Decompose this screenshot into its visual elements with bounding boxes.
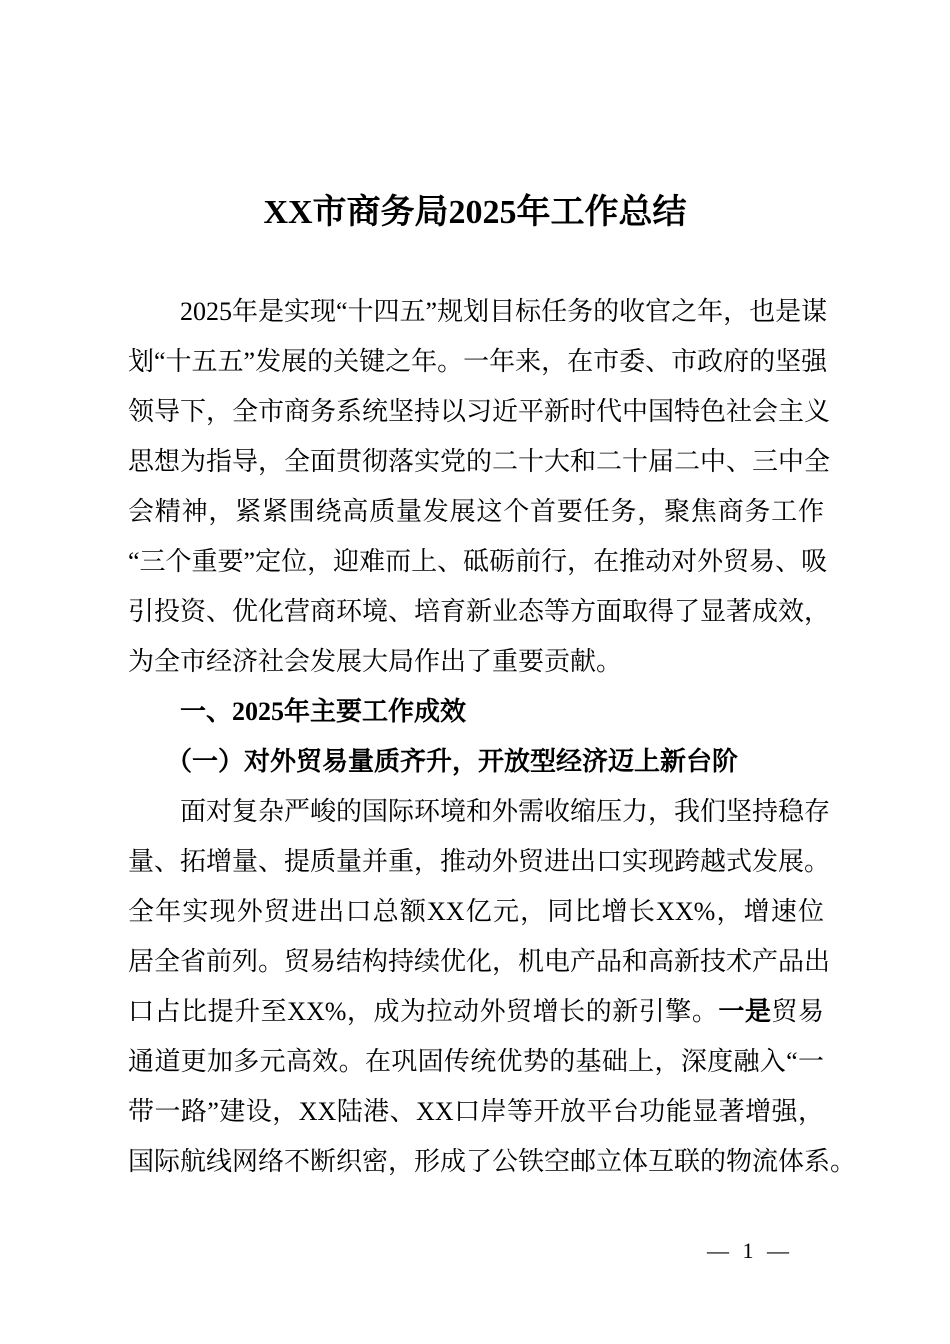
section-heading: 一、2025年主要工作成效 xyxy=(180,697,467,726)
text-line: 带一路”建设，XX陆港、XX口岸等开放平台功能显著增强， xyxy=(128,1097,824,1126)
text-line: 划“十五五”发展的关键之年。一年来，在市委、市政府的坚强 xyxy=(128,347,828,376)
text-line: 全年实现外贸进出口总额XX亿元，同比增长XX%，增速位 xyxy=(128,897,824,926)
text-line: 通道更加多元高效。在巩固传统优势的基础上，深度融入“一 xyxy=(128,1047,824,1076)
text-line: “三个重要”定位，迎难而上、砥砺前行，在推动对外贸易、吸 xyxy=(128,547,828,576)
document-body xyxy=(128,287,857,1187)
text-line: 为全市经济社会发展大局作出了重要贡献。 xyxy=(128,647,623,676)
subsection-heading: （一）对外贸易量质齐升，开放型经济迈上新台阶 xyxy=(166,747,739,776)
text-line: 量、拓增量、提质量并重，推动外贸进出口实现跨越式发展。 xyxy=(128,847,831,876)
text-line: 思想为指导，全面贯彻落实党的二十大和二十届二中、三中全 xyxy=(128,447,831,476)
text-segment: 口占比提升至XX%，成为拉动外贸增长的新引擎。 xyxy=(128,997,719,1026)
text-line: 2025年是实现“十四五”规划目标任务的收官之年，也是谋 xyxy=(180,297,828,326)
text-line: 领导下，全市商务系统坚持以习近平新时代中国特色社会主义 xyxy=(128,397,831,426)
text-line: 国际航线网络不断织密，形成了公铁空邮立体互联的物流体系。 xyxy=(128,1147,857,1176)
page-number: — 1 — xyxy=(707,1238,793,1263)
text-segment: 贸易 xyxy=(771,997,824,1026)
text-line xyxy=(128,987,824,1037)
bold-lead: 一是 xyxy=(718,997,772,1026)
text-line: 引投资、优化营商环境、培育新业态等方面取得了显著成效， xyxy=(128,597,831,626)
intro-paragraph xyxy=(128,287,831,687)
text-line: 面对复杂严峻的国际环境和外需收缩压力，我们坚持稳存 xyxy=(180,797,831,826)
trade-paragraph xyxy=(128,787,857,1187)
text-line: 居全省前列。贸易结构持续优化，机电产品和高新技术产品出 xyxy=(128,947,831,976)
document-title: XX市商务局2025年工作总结 xyxy=(263,194,687,231)
text-line: 会精神，紧紧围绕高质量发展这个首要任务，聚焦商务工作 xyxy=(128,497,824,526)
